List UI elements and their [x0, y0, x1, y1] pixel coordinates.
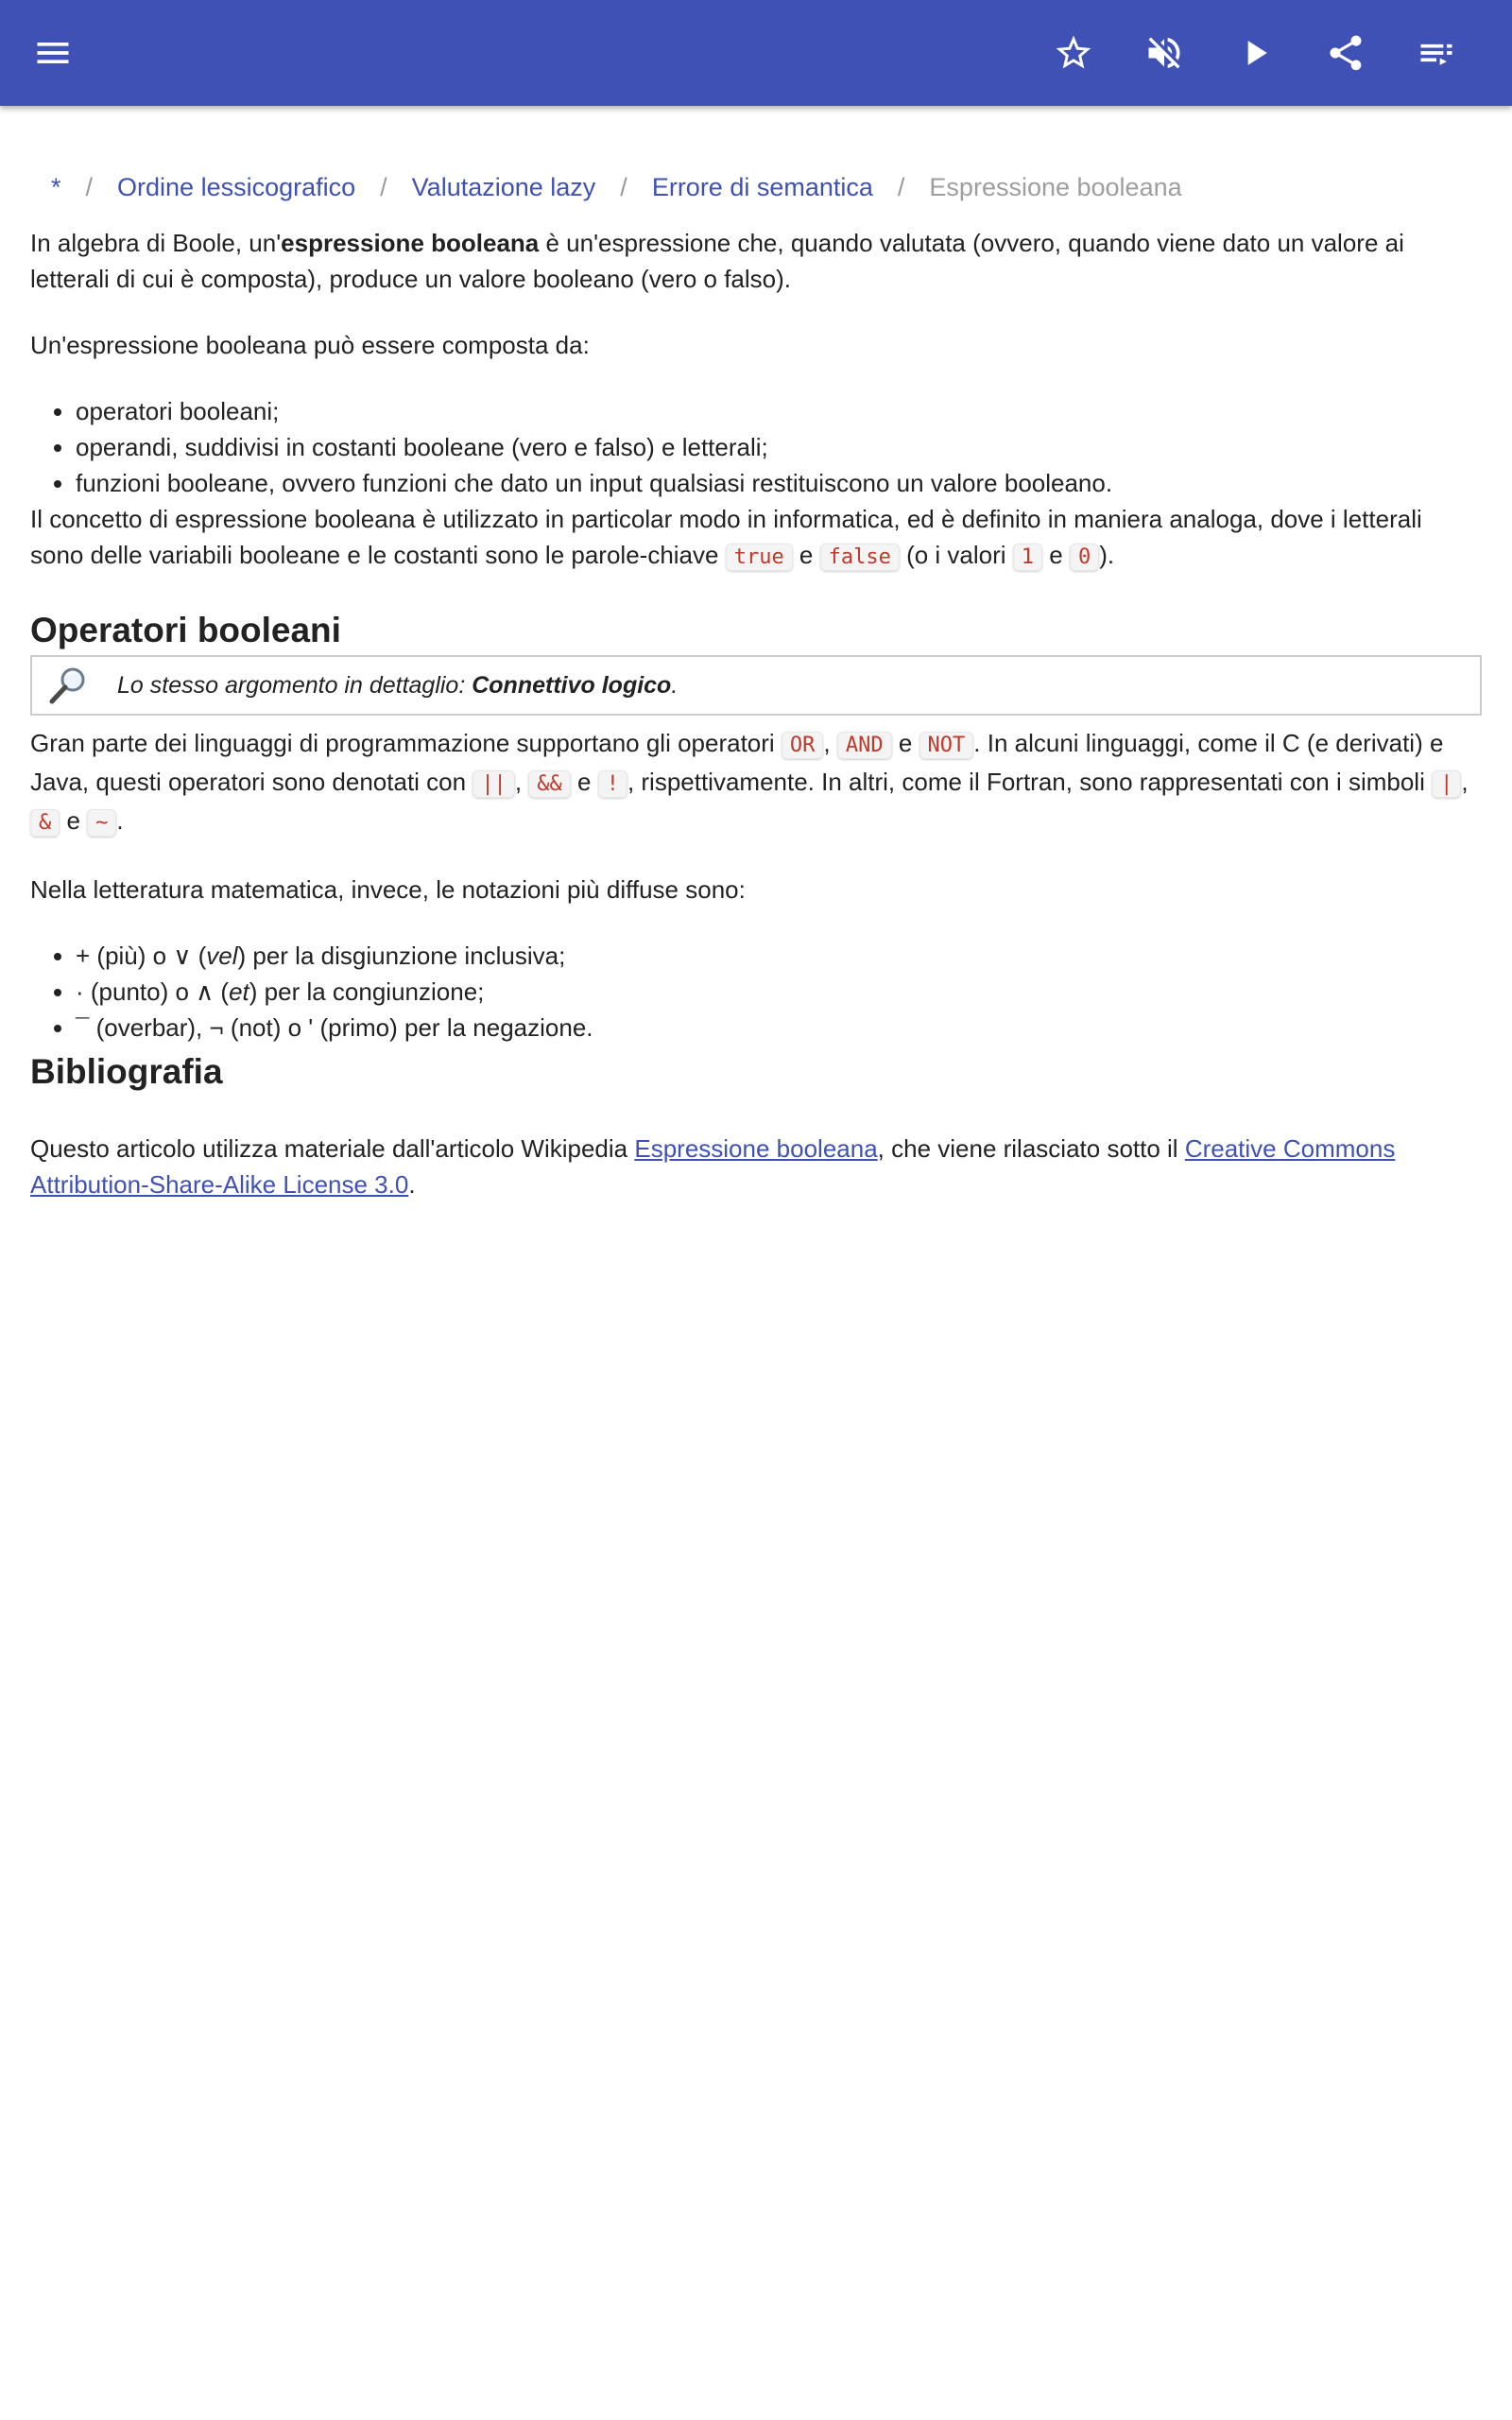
see-also-prefix: Lo stesso argomento in dettaglio: [117, 672, 472, 699]
list-item: • operandi, suddivisi in costanti booleane (vero e falso) e letterali; [76, 429, 1482, 465]
code-keyword: false [820, 544, 900, 571]
paragraph-text: e [891, 729, 919, 757]
list-item-text: · (punto) o ∧ ( [76, 977, 230, 1006]
list-item: • funzioni booleane, ovvero funzioni che dato un input qualsiasi restituiscono un valore booleano. [76, 465, 1482, 501]
breadcrumb-root[interactable]: * [51, 173, 61, 201]
intro-paragraph [30, 225, 1482, 297]
composition-list [30, 393, 1482, 501]
paragraph-text: . [408, 1170, 416, 1199]
code-operator: | [1432, 770, 1461, 798]
play-button[interactable] [1227, 25, 1283, 81]
play-icon [1234, 32, 1276, 74]
composition-intro: Un'espressione booleana può essere composta da: [30, 331, 590, 359]
list-item: • operatori booleani; [76, 393, 1482, 429]
volume-off-icon [1143, 32, 1185, 74]
list-item-emphasis: vel [206, 942, 238, 970]
list-item-text: ¯ (overbar), ¬ (not) o ' (primo) per la negazione. [76, 1013, 593, 1042]
code-operator: && [528, 770, 571, 798]
code-operator: OR [782, 732, 824, 759]
mute-button[interactable] [1136, 25, 1193, 81]
intro-text: In algebra di Boole, un' [30, 229, 282, 257]
list-item [76, 974, 1482, 1010]
intro-text: è un'espressione che, quando valutata (ovvero, quando viene dato un valore ai letterali di cui è composta), produce un valore booleano (vero o falso). [30, 229, 1404, 293]
paragraph-text: , [823, 729, 837, 757]
paragraph-text: (o i valori [899, 541, 1013, 569]
paragraph-text: . [116, 806, 124, 835]
breadcrumb-current: Espressione booleana [929, 173, 1182, 201]
favorite-button[interactable] [1045, 25, 1102, 81]
playlist-icon [1416, 32, 1457, 74]
list-item [76, 1010, 1482, 1046]
code-keyword: 1 [1013, 544, 1042, 571]
intro-bold-term: espressione booleana [281, 229, 540, 257]
bibliography-paragraph [30, 1131, 1482, 1202]
paragraph-text: e [570, 768, 598, 796]
list-item-text: ) per la disgiunzione inclusiva; [237, 942, 566, 970]
paragraph-text: , [514, 768, 529, 796]
magnifier-icon [47, 665, 89, 706]
list-item-text: ) per la congiunzione; [249, 977, 485, 1006]
breadcrumb-item-ordine-lessicografico[interactable]: Ordine lessicografico [117, 173, 356, 201]
see-also-text [117, 667, 678, 703]
paragraph-text: e [1042, 541, 1070, 569]
list-item-emphasis: et [229, 977, 249, 1006]
star-outline-icon [1053, 32, 1094, 74]
paragraph-text: , [1461, 768, 1469, 796]
code-keyword: 0 [1070, 544, 1099, 571]
math-intro: Nella letteratura matematica, invece, le notazioni più diffuse sono: [30, 875, 746, 904]
math-notation-list [30, 938, 1482, 1046]
code-operator: NOT [919, 732, 974, 759]
wikipedia-article-link[interactable]: Espressione booleana [634, 1134, 878, 1163]
paragraph-text: Questo articolo utilizza materiale dall'articolo Wikipedia [30, 1134, 635, 1163]
see-also-box [30, 655, 1482, 716]
breadcrumb-separator: / [620, 173, 627, 201]
paragraph-text: e [792, 541, 820, 569]
languages-paragraph [30, 725, 1482, 841]
section-heading-bibliography: Bibliografia [30, 1052, 223, 1091]
playlist-button[interactable] [1408, 25, 1465, 81]
breadcrumb [51, 161, 1482, 214]
code-operator: ~ [87, 809, 116, 837]
breadcrumb-separator: / [897, 173, 905, 201]
breadcrumb-separator: / [85, 173, 94, 201]
concept-paragraph [30, 501, 1482, 576]
list-item-text: + (più) o ∨ ( [76, 942, 207, 970]
see-also-link[interactable]: Connettivo logico [472, 672, 672, 699]
menu-button[interactable] [25, 25, 81, 81]
see-also-suffix: . [671, 672, 679, 699]
code-operator: ! [598, 770, 627, 798]
code-keyword: true [726, 544, 793, 571]
share-button[interactable] [1317, 25, 1374, 81]
paragraph-text: . In alcuni linguaggi, come il C (e derivati) e Java, questi operatori sono denotati con [30, 729, 1444, 796]
share-icon [1325, 32, 1366, 74]
paragraph-text: ). [1099, 541, 1115, 569]
code-operator: AND [837, 732, 892, 759]
breadcrumb-item-errore-di-semantica[interactable]: Errore di semantica [651, 173, 873, 201]
app-bar [0, 0, 1512, 106]
section-heading-operators: Operatori booleani [30, 611, 341, 649]
paragraph-text: Il concetto di espressione booleana è utilizzato in particolar modo in informatica, ed è definito in maniera analoga, dove i letterali sono delle variabili booleane e le costanti sono le parole-chiave [30, 505, 1422, 569]
breadcrumb-item-valutazione-lazy[interactable]: Valutazione lazy [411, 173, 596, 201]
paragraph-text: , rispettivamente. In altri, come il Fortran, sono rappresentati con i simboli [627, 768, 1433, 796]
paragraph-text: Gran parte dei linguaggi di programmazione supportano gli operatori [30, 729, 782, 757]
paragraph-text: , che viene rilasciato sotto il [877, 1134, 1185, 1163]
license-link[interactable]: Creative Commons Attribution-Share-Alike License 3.0 [30, 1134, 1396, 1199]
article [30, 161, 1482, 1202]
breadcrumb-separator: / [380, 173, 387, 201]
paragraph-text: e [60, 806, 88, 835]
code-operator: & [30, 809, 60, 837]
menu-icon [32, 32, 74, 74]
list-item [76, 938, 1482, 974]
code-operator: || [472, 770, 515, 798]
